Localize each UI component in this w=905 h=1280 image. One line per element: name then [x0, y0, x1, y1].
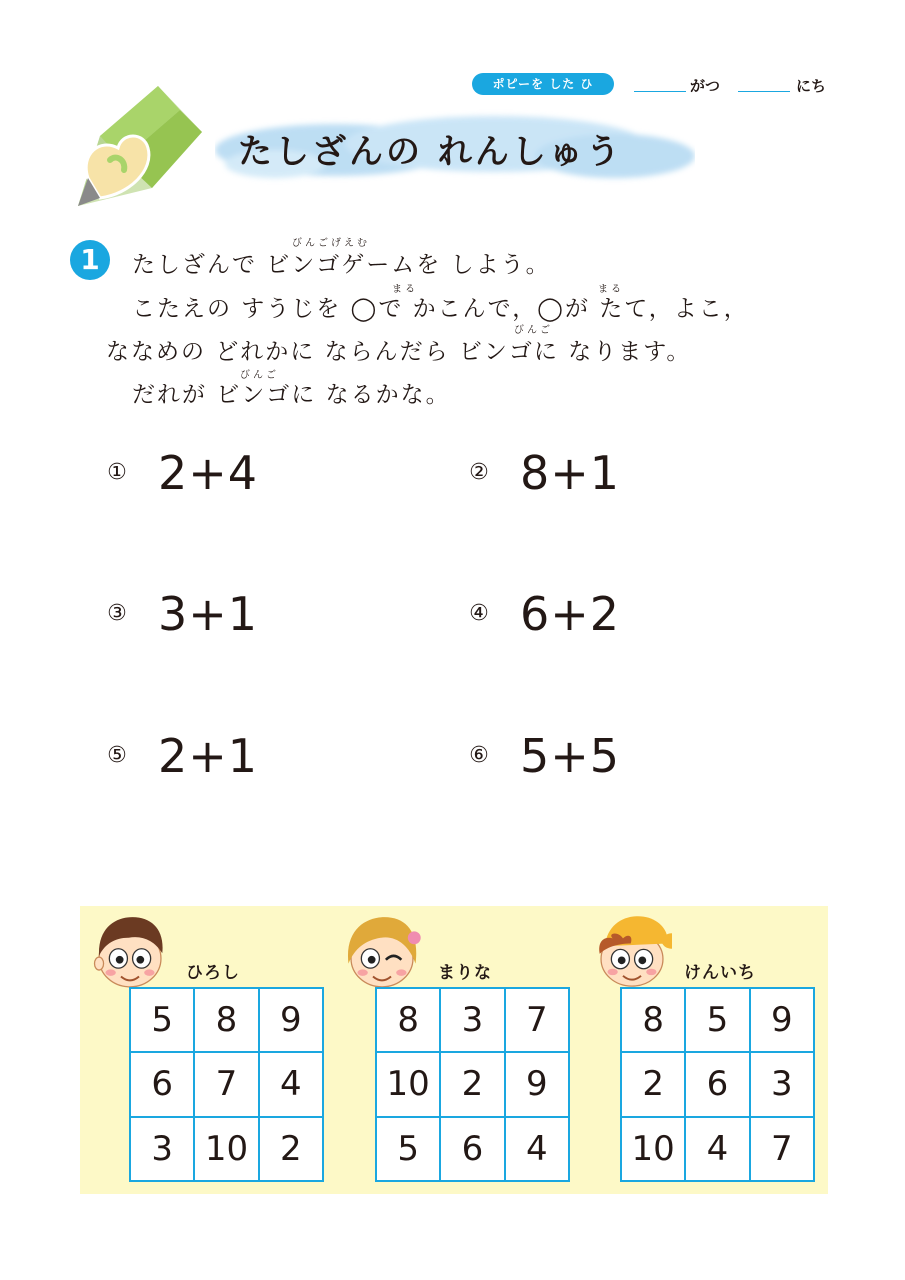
problem-number-3: ③ [107, 601, 127, 626]
bingo-cell: 5 [685, 988, 749, 1052]
instruction-line-4: だれが ビンゴに なるかな。 [132, 382, 451, 408]
problem-expression-5: 2+1 [158, 729, 259, 783]
bingo-cell: 2 [259, 1117, 323, 1181]
hiroshi-name: ひろし [186, 963, 240, 983]
bingo-cell: 6 [440, 1117, 504, 1181]
problem-number-4: ④ [469, 601, 489, 626]
bingo-cell: 7 [194, 1052, 258, 1116]
bingo-cell: 10 [376, 1052, 440, 1116]
problem-expression-3: 3+1 [158, 587, 259, 641]
bingo-cell: 4 [505, 1117, 569, 1181]
bingo-cell: 4 [259, 1052, 323, 1116]
ruby-maru-2: まる [598, 284, 624, 295]
instruction-line-1: たしざんで ビンゴゲームを しよう。 [132, 252, 551, 278]
problem-number-5: ⑤ [107, 743, 127, 768]
problem-number-1: ① [107, 460, 127, 485]
page-title: たしざんの れんしゅう [238, 132, 623, 172]
marina-name: まりな [438, 963, 492, 983]
bingo-cell: 9 [259, 988, 323, 1052]
bingo-cell: 4 [685, 1117, 749, 1181]
bingo-cell: 5 [376, 1117, 440, 1181]
hiroshi-face-icon [90, 912, 170, 992]
problem-expression-6: 5+5 [520, 729, 621, 783]
kenichi-name: けんいち [684, 963, 756, 983]
bingo-cell: 6 [130, 1052, 194, 1116]
bingo-cell: 6 [685, 1052, 749, 1116]
ruby-bingo-2: びんご [240, 370, 279, 381]
problem-number-2: ② [469, 460, 489, 485]
kenichi-face-icon [592, 910, 672, 990]
poppy-date-badge: ポピーを した ひ [472, 73, 614, 95]
ruby-maru-1: まる [392, 284, 418, 295]
month-label: がつ [690, 77, 721, 95]
bingo-cell: 8 [376, 988, 440, 1052]
marina-bingo-card [375, 987, 570, 1182]
bingo-cell: 9 [505, 1052, 569, 1116]
problem-expression-4: 6+2 [520, 587, 621, 641]
month-blank-line [634, 91, 686, 92]
ruby-bingo-1: びんご [514, 325, 553, 336]
pencil-icon [70, 74, 210, 214]
bingo-cell: 10 [194, 1117, 258, 1181]
marina-face-icon [342, 912, 422, 992]
instruction-line-3: ななめの どれかに ならんだら ビンゴに なります。 [106, 339, 692, 365]
bingo-cell: 7 [505, 988, 569, 1052]
kenichi-bingo-card [620, 987, 815, 1182]
bingo-cell: 2 [440, 1052, 504, 1116]
problem-number-6: ⑥ [469, 743, 489, 768]
question-number-badge: 1 [70, 240, 110, 280]
problem-expression-1: 2+4 [158, 446, 259, 500]
bingo-cell: 3 [440, 988, 504, 1052]
bingo-cell: 8 [194, 988, 258, 1052]
bingo-cell: 10 [621, 1117, 685, 1181]
problem-expression-2: 8+1 [520, 446, 621, 500]
bingo-cell: 5 [130, 988, 194, 1052]
bingo-cell: 2 [621, 1052, 685, 1116]
instruction-line-2: こたえの すうじを ◯で かこんで，◯が たて，よこ， [132, 296, 749, 322]
bingo-cell: 8 [621, 988, 685, 1052]
day-blank-line [738, 91, 790, 92]
bingo-cell: 7 [750, 1117, 814, 1181]
day-label: にち [796, 77, 827, 95]
ruby-bingo-game: びんごげえむ [292, 238, 370, 249]
hiroshi-bingo-card [129, 987, 324, 1182]
bingo-cell: 3 [750, 1052, 814, 1116]
bingo-cell: 9 [750, 988, 814, 1052]
bingo-cell: 3 [130, 1117, 194, 1181]
